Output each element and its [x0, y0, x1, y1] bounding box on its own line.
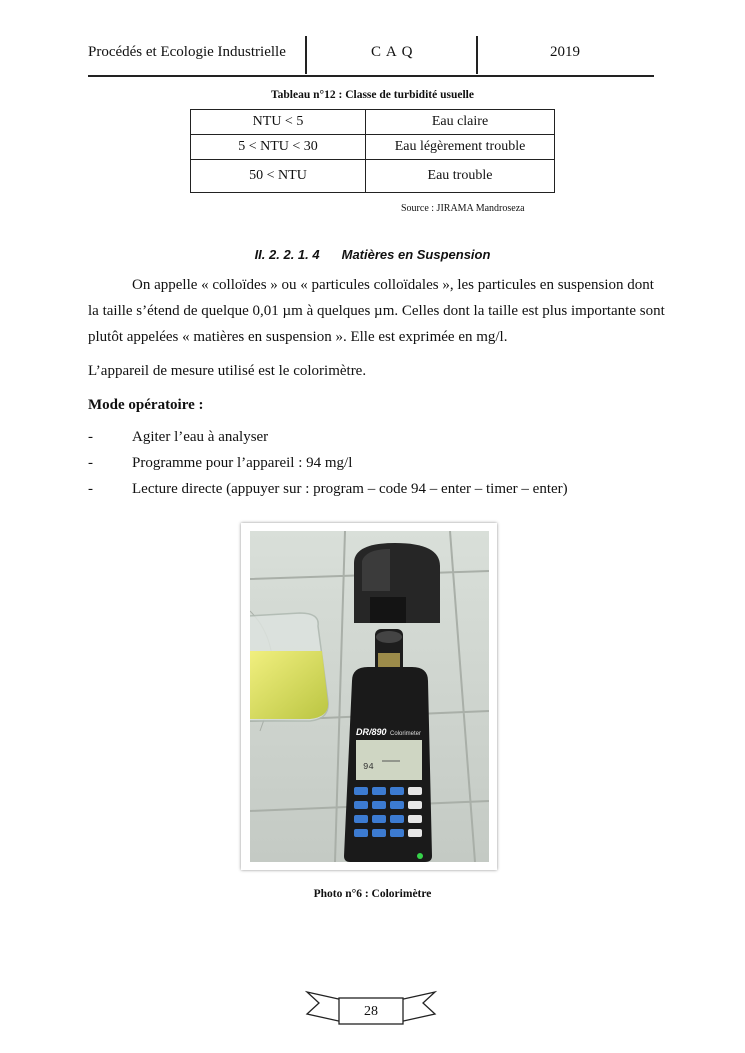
table-cell-range: NTU < 5: [191, 110, 366, 135]
paragraph-line: la taille s’étend de quelque 0,01 µm à quelques µm. Celles dont la taille est plus importante sont: [88, 303, 665, 319]
table-row: [191, 110, 555, 135]
paragraph-line: L’appareil de mesure utilisé est le colorimètre.: [88, 363, 367, 379]
header-center: C A Q: [371, 44, 414, 60]
table-cell-class: Eau claire: [366, 110, 555, 135]
device-screen-readout: 94: [363, 762, 374, 772]
table-row: [191, 135, 555, 160]
table-cell-class: Eau trouble: [366, 160, 555, 193]
mode-heading: Mode opératoire :: [88, 397, 204, 413]
header-left: Procédés et Ecologie Industrielle: [88, 44, 286, 60]
table-row: [191, 160, 555, 193]
header-divider: [476, 36, 478, 74]
list-item-text: Programme pour l’appareil : 94 mg/l: [132, 455, 353, 471]
section-number: II. 2. 2. 1. 4: [254, 247, 320, 262]
paragraph-line: plutôt appelées « matières en suspension ». Elle est exprimée en mg/l.: [88, 329, 508, 345]
bullet-marker: -: [88, 481, 93, 497]
header-divider: [305, 36, 307, 74]
device-brand-label: DR/890: [356, 727, 387, 737]
photo-caption: Photo n°6 : Colorimètre: [313, 888, 432, 900]
section-heading: [0, 247, 745, 262]
section-title: Matières en Suspension: [341, 247, 491, 262]
colorimeter-illustration: [250, 531, 489, 862]
table-cell-range: 50 < NTU: [191, 160, 366, 193]
table-cell-range: 5 < NTU < 30: [191, 135, 366, 160]
table-cell-class: Eau légèrement trouble: [366, 135, 555, 160]
bullet-marker: -: [88, 455, 93, 471]
paragraph-line: On appelle « colloïdes » ou « particules colloïdales », les particules en suspension dont: [132, 277, 654, 293]
list-item-text: Lecture directe (appuyer sur : program – code 94 – enter – timer – enter): [132, 481, 568, 497]
device-model-label: Colorimeter: [390, 731, 422, 737]
bullet-marker: -: [88, 429, 93, 445]
table-source: Source : JIRAMA Mandroseza: [401, 203, 525, 214]
turbidity-table: [190, 109, 555, 193]
colorimeter-photo: [241, 523, 497, 870]
page-number: 28: [364, 1004, 378, 1019]
header-right: 2019: [550, 44, 580, 60]
table-caption: Tableau n°12 : Classe de turbidité usuelle: [271, 89, 474, 101]
list-item-text: Agiter l’eau à analyser: [132, 429, 269, 445]
page-header: [88, 42, 654, 77]
